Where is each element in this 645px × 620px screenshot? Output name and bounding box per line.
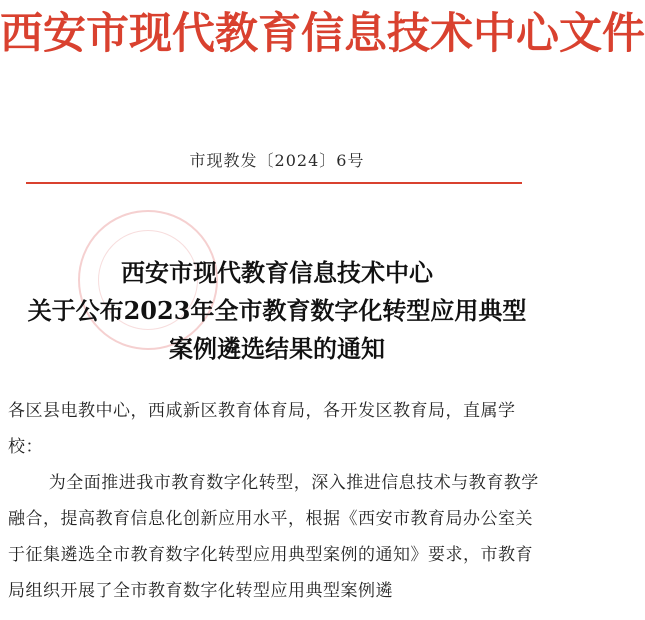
notice-title	[0, 254, 554, 368]
document-number: 市现教发〔2024〕6号	[189, 151, 365, 170]
document-body	[8, 393, 546, 609]
notice-title-line-2: 关于公布2023年全市教育数字化转型应用典型	[27, 296, 527, 325]
notice-title-line-3: 案例遴选结果的通知	[169, 334, 385, 363]
notice-title-line-1: 西安市现代教育信息技术中心	[121, 258, 433, 287]
salutation: 各区县电教中心，西咸新区教育体育局，各开发区教育局，直属学校：	[8, 401, 516, 457]
body-paragraph-1: 为全面推进我市教育数字化转型，深入推进信息技术与教育教学融合，提高教育信息化创新应用水平，根据《西安市教育局办公室关于征集遴选全市教育数字化转型应用典型案例的通知》要求，市教育局组织开展了全市教育数字化转型应用典型案例遴	[8, 473, 539, 601]
header-divider-rule	[26, 182, 522, 184]
document-header-title: 西安市现代教育信息技术中心文件	[0, 9, 645, 59]
